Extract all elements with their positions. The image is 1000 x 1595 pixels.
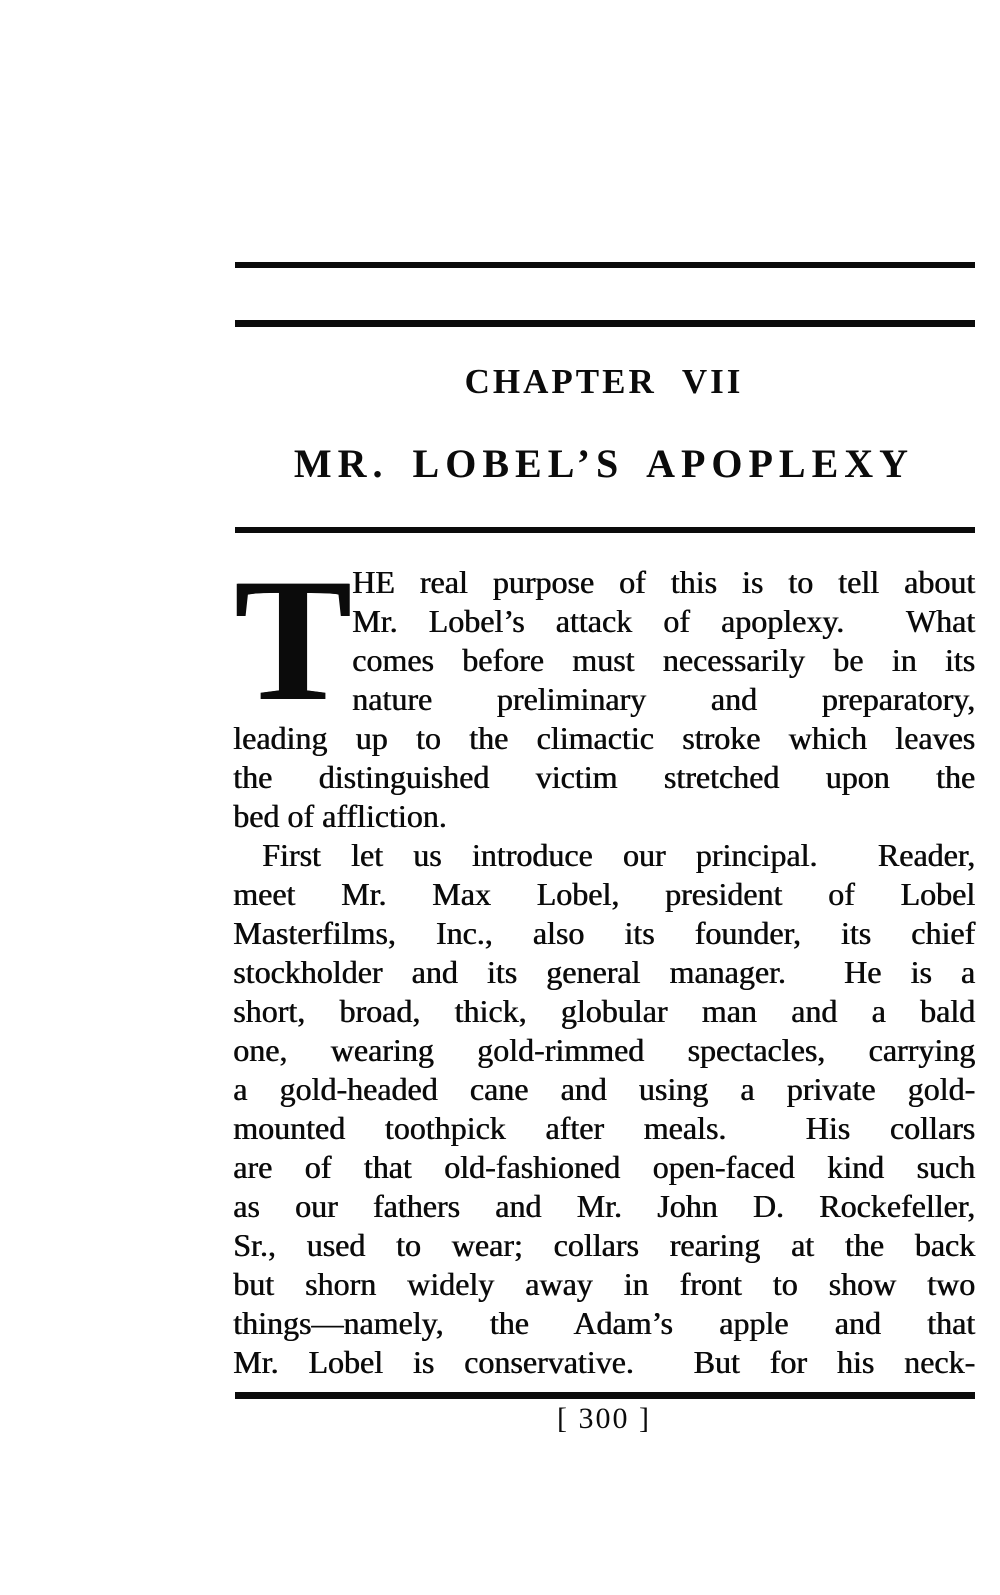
text-line: HE real purpose of this is to tell about — [352, 564, 975, 600]
text-line: mounted toothpick after meals. His collars — [233, 1110, 975, 1146]
text-line: short, broad, thick, globular man and a bald — [233, 993, 975, 1029]
text-line: but shorn widely away in front to show two — [233, 1266, 975, 1302]
text-line: one, wearing gold-rimmed spectacles, carrying — [233, 1032, 975, 1068]
paragraph-lines — [233, 836, 975, 1382]
chapter-title: MR. LOBEL’S APOPLEXY — [293, 441, 915, 486]
footer-rule — [235, 1392, 975, 1399]
text-line: the distinguished victim stretched upon the — [233, 759, 975, 795]
title-rule — [235, 527, 975, 533]
opening-paragraph — [233, 543, 975, 836]
text-line: a gold-headed cane and using a private gold- — [233, 1071, 975, 1107]
text-line: meet Mr. Max Lobel, president of Lobel — [233, 876, 975, 912]
chapter-heading: CHAPTER VII — [464, 362, 744, 401]
body-text — [233, 543, 975, 1382]
text-line: stockholder and its general manager. He is a — [233, 954, 975, 990]
text-line: Mr. Lobel is conservative. But for his neck- — [233, 1344, 975, 1380]
text-line: bed of affliction. — [233, 798, 447, 834]
text-line: as our fathers and Mr. John D. Rockefeller, — [233, 1188, 975, 1224]
page-number: [ 300 ] — [557, 1402, 651, 1435]
text-line: First let us introduce our principal. Reader, — [262, 837, 975, 873]
top-double-rule-upper — [235, 262, 975, 268]
text-line: nature preliminary and preparatory, — [352, 681, 975, 717]
text-line: leading up to the climactic stroke which leaves — [233, 720, 975, 756]
text-line: Mr. Lobel’s attack of apoplexy. What — [352, 603, 975, 639]
text-line: are of that old-fashioned open-faced kind such — [233, 1149, 975, 1185]
text-line: Masterfilms, Inc., also its founder, its chief — [233, 915, 975, 951]
text-line: Sr., used to wear; collars rearing at the back — [233, 1227, 975, 1263]
text-line: comes before must necessarily be in its — [352, 642, 975, 678]
drop-cap-initial: T — [234, 543, 352, 738]
top-double-rule-lower — [235, 320, 975, 327]
text-line: things—namely, the Adam’s apple and that — [233, 1305, 975, 1341]
second-paragraph — [233, 836, 975, 1382]
